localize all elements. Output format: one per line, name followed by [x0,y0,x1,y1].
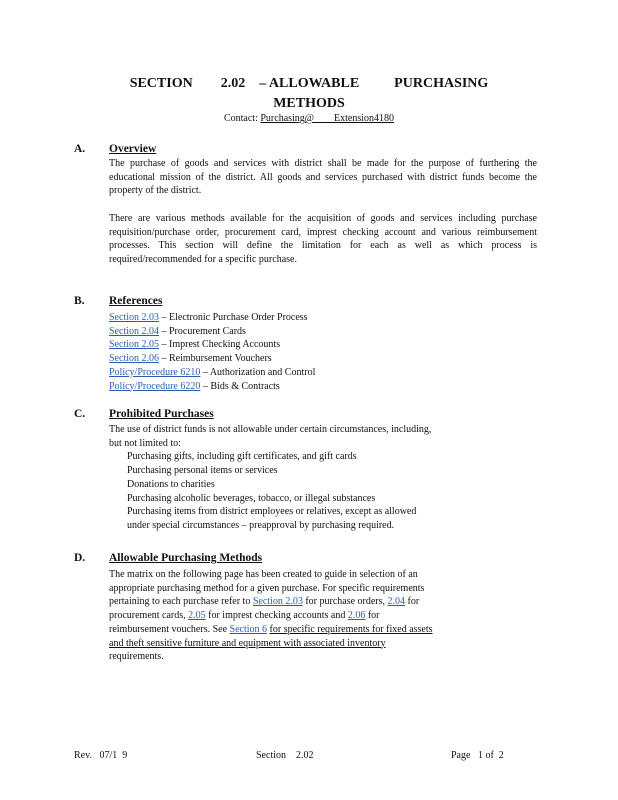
reference-desc: – Bids & Contracts [202,380,280,392]
methods-text: for [407,596,420,608]
contact-value: Purchasing@ Extension4180 [260,113,395,124]
bullet-text: Purchasing personal items or services [127,465,278,477]
methods-line: requirements. [109,651,164,663]
prohibited-intro-continued: but not limited to: [109,437,181,449]
section-a-heading: Overview [109,143,157,155]
footer-page-number: Page 1 of 2 [451,750,504,761]
bullet-text: Purchasing items from district employees or relatives, except as allowed [127,506,417,518]
footer-revision: Rev. 07/1 9 [74,750,128,761]
list-item [109,492,431,506]
bullet-text: Purchasing gifts, including gift certificates, and gift cards [127,451,357,463]
section-d-heading: Allowable Purchasing Methods [109,552,263,564]
reference-link[interactable]: Policy/Procedure 6210 [109,366,201,378]
methods-text: reimbursement vouchers. See [109,623,228,635]
bullet-text: Donations to charities [127,478,215,490]
reference-link[interactable]: Section 2.05 [109,339,159,351]
list-item [109,450,431,464]
reference-link[interactable]: Section 2.04 [109,325,159,337]
reference-link[interactable]: Section 2.03 [109,312,159,323]
reference-desc: – Electronic Purchase Order Process [161,312,308,323]
reference-item [109,311,315,325]
bullet-text: Purchasing alcoholic beverages, tobacco, or illegal substances [127,492,376,504]
methods-text: for purchase orders, [305,596,386,608]
section-c-letter: C. [74,408,86,420]
section-link[interactable]: 2.05 [188,610,206,622]
list-item [109,505,431,519]
methods-text: for [367,610,380,622]
section-b-heading: References [109,295,163,307]
reference-link[interactable]: Section 2.06 [109,353,159,365]
methods-paragraph [109,568,537,664]
section-link[interactable]: 2.06 [347,610,366,622]
overview-paragraph-1: The purchase of goods and services with district shall be made for the purpose of furthering the educational mission of the district. All goods and services purchased with district funds become the property of the district. [109,158,537,197]
list-item [109,478,431,492]
reference-desc: – Reimbursement Vouchers [161,353,272,365]
section-link[interactable]: 2.04 [387,596,406,608]
reference-item [109,380,315,394]
list-item [109,464,431,478]
bullet-continuation: under special circumstances – preapproval by purchasing required. [127,519,395,531]
methods-text: for specific requirements for fixed assets [269,623,433,635]
methods-line [109,609,537,623]
section-link[interactable]: Section 2.03 [252,596,303,608]
section-link[interactable]: Section 6 [229,623,268,635]
methods-line [109,595,537,609]
reference-desc: – Authorization and Control [202,366,316,378]
contact-label: Contact: [223,113,258,124]
document-title: SECTION 2.02 – ALLOWABLE PURCHASING [129,76,489,91]
reference-item [109,325,315,339]
document-title-continued: METHODS [273,96,345,111]
section-a-letter: A. [74,143,86,155]
methods-text: pertaining to each purchase refer to [109,596,251,608]
reference-desc: – Imprest Checking Accounts [161,339,281,351]
reference-desc: – Procurement Cards [161,325,246,337]
reference-item [109,352,315,366]
prohibited-list [109,423,431,533]
prohibited-intro: The use of district funds is not allowable under certain circumstances, including, [109,424,432,435]
reference-link[interactable]: Policy/Procedure 6220 [109,380,201,392]
methods-line: and theft sensitive furniture and equipment with associated inventory [109,637,386,649]
footer-section: Section 2.02 [256,750,314,761]
methods-line [109,623,537,637]
reference-item [109,338,315,352]
section-b-letter: B. [74,295,85,307]
section-c-heading: Prohibited Purchases [109,408,214,420]
methods-line: The matrix on the following page has been created to guide in selection of an [109,569,418,580]
references-list [109,311,315,393]
contact-line [0,113,618,124]
methods-text: for imprest checking accounts and [208,610,346,622]
overview-paragraph-2: There are various methods available for the acquisition of goods and services including purchase requisition/purchase order, procurement card, imprest checking account and various reimbursement processes. This section will define the limitation for each as well as which process is required/recommended for a specific purchase. [109,213,537,265]
section-d-letter: D. [74,552,86,564]
methods-line: appropriate purchasing method for a given purchase. For specific requirements [109,582,425,594]
reference-item [109,366,315,380]
methods-text: procurement cards, [109,610,186,622]
